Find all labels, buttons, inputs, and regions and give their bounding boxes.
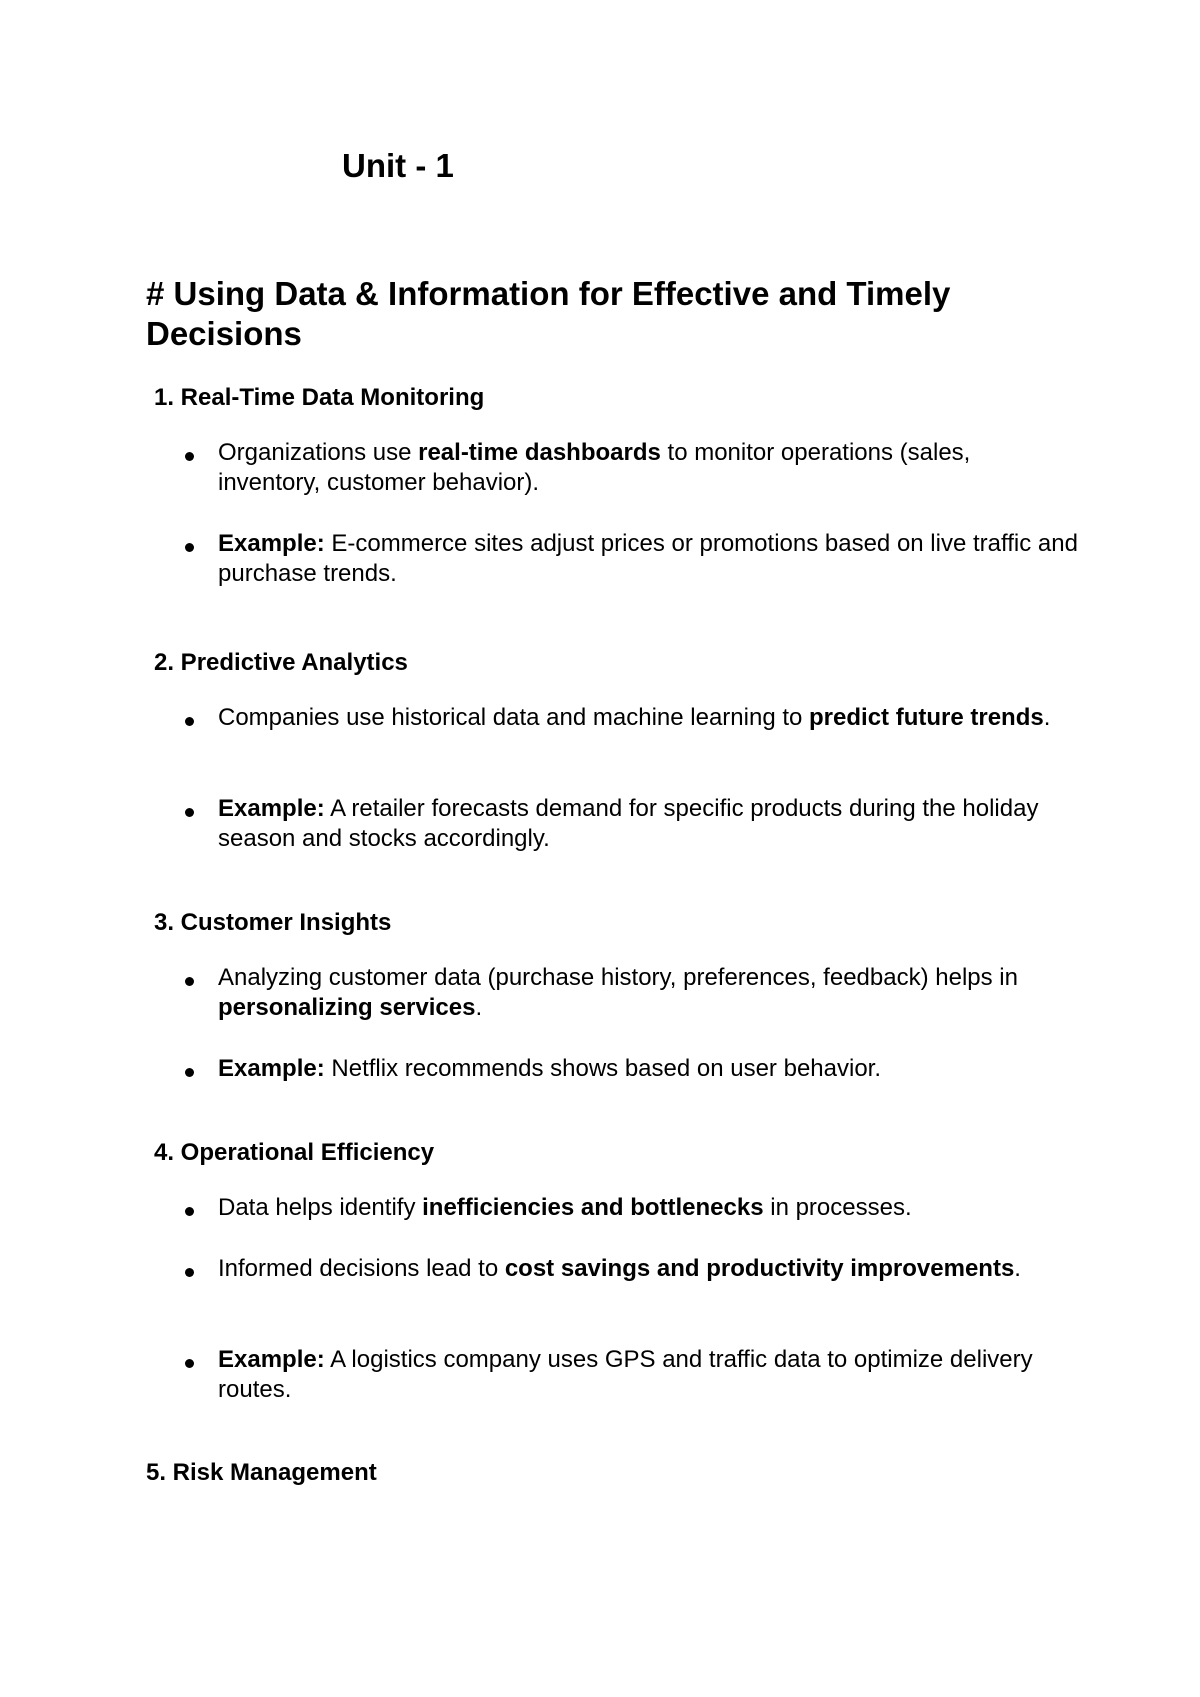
list-item: Analyzing customer data (purchase history, preferences, feedback) helps in personalizing services. (218, 964, 1018, 1021)
list-item: Organizations use real-time dashboards to monitor operations (sales, inventory, customer behavior). (218, 439, 971, 496)
bullet-icon (185, 1068, 194, 1077)
section-heading-predictive-analytics: 2. Predictive Analytics (154, 649, 408, 676)
bullet-icon (185, 808, 194, 817)
list-item: Example: A retailer forecasts demand for specific products during the holiday season and stocks accordingly. (218, 795, 1039, 852)
list-item: Example: A logistics company uses GPS and traffic data to optimize delivery routes. (218, 1346, 1033, 1403)
bullet-icon (185, 717, 194, 726)
list-item: Example: Netflix recommends shows based on user behavior. (218, 1055, 881, 1082)
bullet-icon (185, 1268, 194, 1277)
bullet-icon (185, 452, 194, 461)
bullet-icon (185, 977, 194, 986)
main-heading: # Using Data & Information for Effective and Timely Decisions (146, 275, 951, 352)
list-item: Informed decisions lead to cost savings and productivity improvements. (218, 1255, 1021, 1282)
bullet-icon (185, 543, 194, 552)
section-heading-customer-insights: 3. Customer Insights (154, 909, 392, 936)
unit-title: Unit - 1 (342, 147, 454, 184)
section-heading-operational-efficiency: 4. Operational Efficiency (154, 1139, 435, 1166)
list-item: Example: E-commerce sites adjust prices or promotions based on live traffic and purchase trends. (218, 530, 1078, 587)
bullet-icon (185, 1207, 194, 1216)
bullet-icon (185, 1359, 194, 1368)
section-heading-risk-management: 5. Risk Management (146, 1459, 377, 1486)
list-item: Data helps identify inefficiencies and bottlenecks in processes. (218, 1194, 912, 1221)
list-item: Companies use historical data and machine learning to predict future trends. (218, 704, 1051, 731)
section-heading-real-time-data-monitoring: 1. Real-Time Data Monitoring (154, 384, 485, 411)
